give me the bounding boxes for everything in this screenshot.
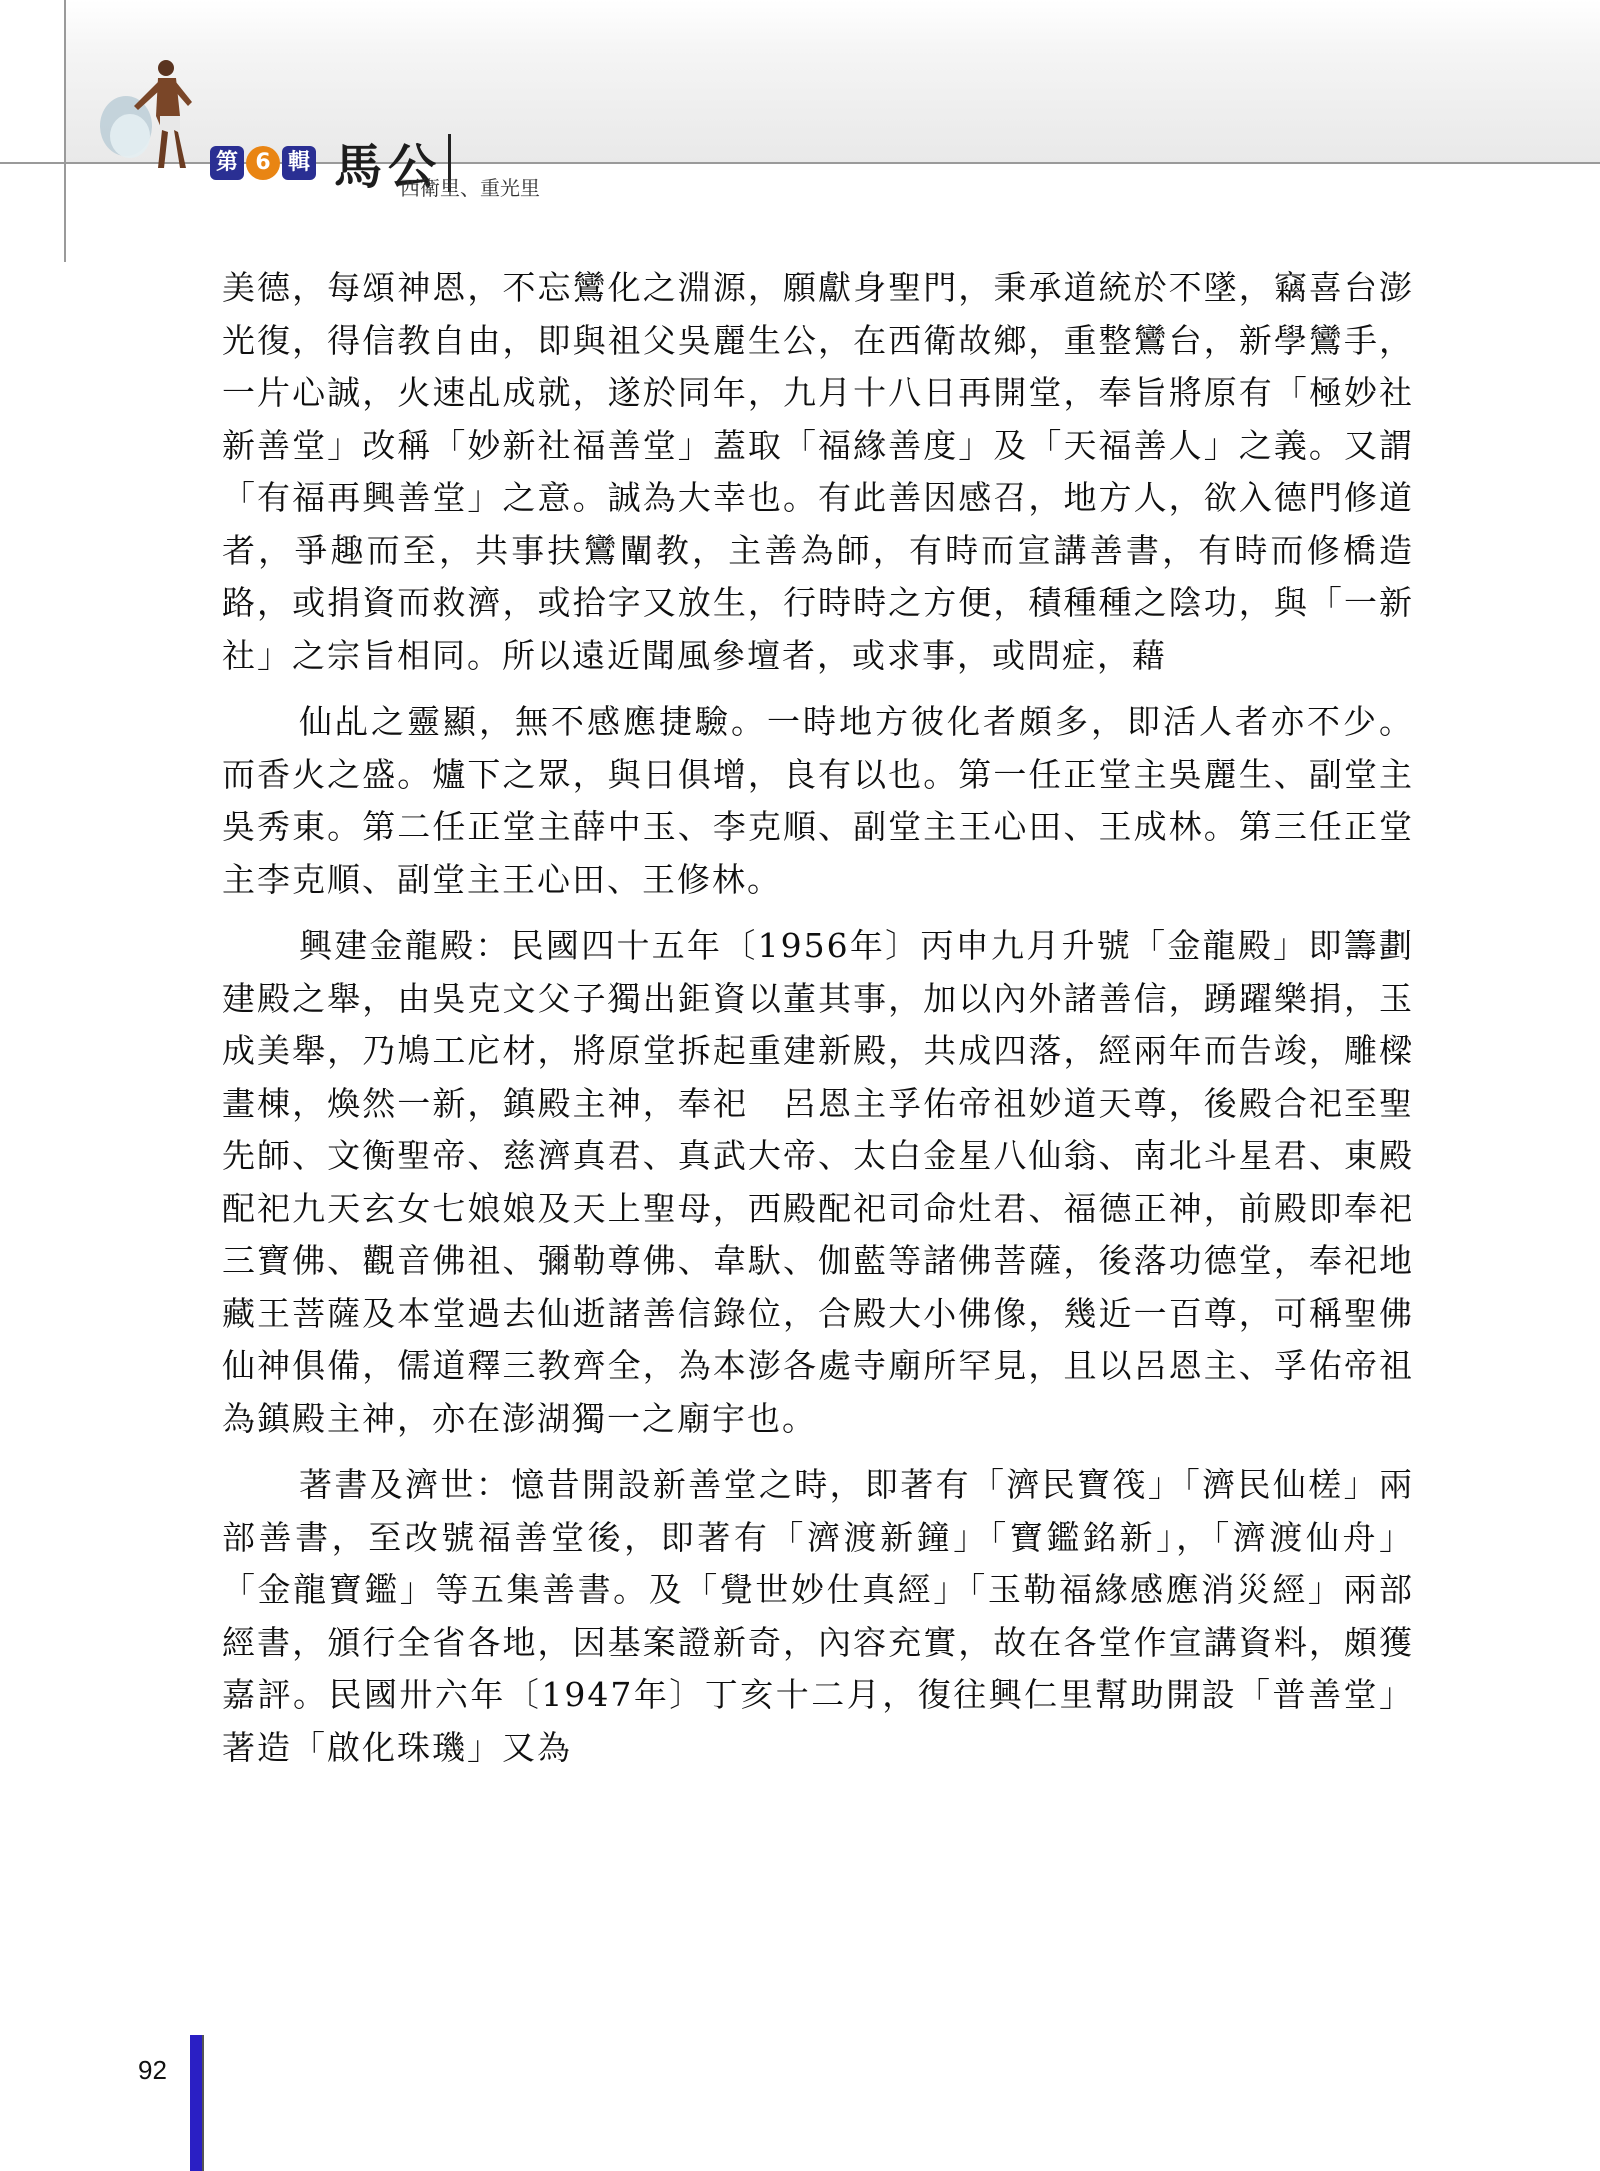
paragraph: 仙乩之靈顯，無不感應捷驗。一時地方彼化者頗多，即活人者亦不少。而香火之盛。爐下之眾，與日俱增，良有以也。第一任正堂主吳麗生、副堂主吳秀東。第二任正堂主薛中玉、李克順、副堂主王心田、王成林。第三任正堂主李克順、副堂主王心田、王修林。 [222, 702, 1414, 899]
chapter-number-badge: 6 [246, 146, 280, 180]
chapter-suffix-badge: 輯 [282, 146, 316, 180]
chapter-prefix-badge: 第 [210, 146, 244, 180]
fisherman-figure-image [100, 56, 210, 172]
paragraph: 美德，每頌神恩，不忘鸞化之淵源，願獻身聖門，秉承道統於不墜，竊喜台澎光復，得信教自由，即與祖父吳麗生公，在西衛故鄉，重整鸞台，新學鸞手，一片心誠，火速乩成就，遂於同年，九月十八日再開堂，奉旨將原有「極妙社新善堂」改稱「妙新社福善堂」蓋取「福緣善度」及「天福善人」之義。又謂「有福再興善堂」之意。誠為大幸也。有此善因感召，地方人，欲入德門修道者，爭趣而至，共事扶鸞闡教，主善為師，有時而宣講善書，有時而修橋造路，或捐資而救濟，或拾字又放生，行時時之方便，積種種之陰功，與「一新社」之宗旨相同。所以遠近聞風參壇者，或求事，或問症，藉 [222, 268, 1414, 675]
footer-accent-bar [190, 2035, 202, 2171]
chapter-title: 馬公 [334, 139, 443, 195]
footer-rule [202, 2035, 204, 2171]
paragraph: 興建金龍殿：民國四十五年〔1956年〕丙申九月升號「金龍殿」即籌劃建殿之舉，由吳克文父子獨出鉅資以董其事，加以內外諸善信，踴躍樂捐，玉成美舉，乃鳩工庀材，將原堂拆起重建新殿，共成四落，經兩年而告竣，雕樑畫棟，煥然一新，鎮殿主神，奉祀 呂恩主孚佑帝祖妙道天尊，後殿合祀至聖先師、文衡聖帝、慈濟真君、真武大帝、太白金星八仙翁、南北斗星君、東殿配祀九天玄女七娘娘及天上聖母，西殿配祀司命灶君、福德正神，前殿即奉祀三寶佛、觀音佛祖、彌勒尊佛、韋馱、伽藍等諸佛菩薩，後落功德堂，奉祀地藏王菩薩及本堂過去仙逝諸善信錄位，合殿大小佛像，幾近一百尊，可稱聖佛仙神俱備，儒道釋三教齊全，為本澎各處寺廟所罕見，且以呂恩主、孚佑帝祖為鎮殿主神，亦在澎湖獨一之廟宇也。 [222, 926, 1414, 1438]
body-text [222, 262, 1414, 1788]
page-number: 92 [138, 2055, 167, 2085]
margin-rule [64, 0, 66, 262]
paragraph: 著書及濟世：憶昔開設新善堂之時，即著有「濟民寶筏」「濟民仙槎」兩部善書，至改號福善堂後，即著有「濟渡新鐘」「寶鑑銘新」，「濟渡仙舟」「金龍寶鑑」等五集善書。及「覺世妙仕真經」「玉勒福緣感應消災經」兩部經書，頒行全省各地，因基案證新奇，內容充實，故在各堂作宣講資料，頗獲嘉評。民國卅六年〔1947年〕丁亥十二月，復往興仁里幫助開設「普善堂」著造「啟化珠璣」又為 [222, 1465, 1414, 1767]
chapter-subtitle: 西衛里、重光里 [400, 176, 540, 200]
